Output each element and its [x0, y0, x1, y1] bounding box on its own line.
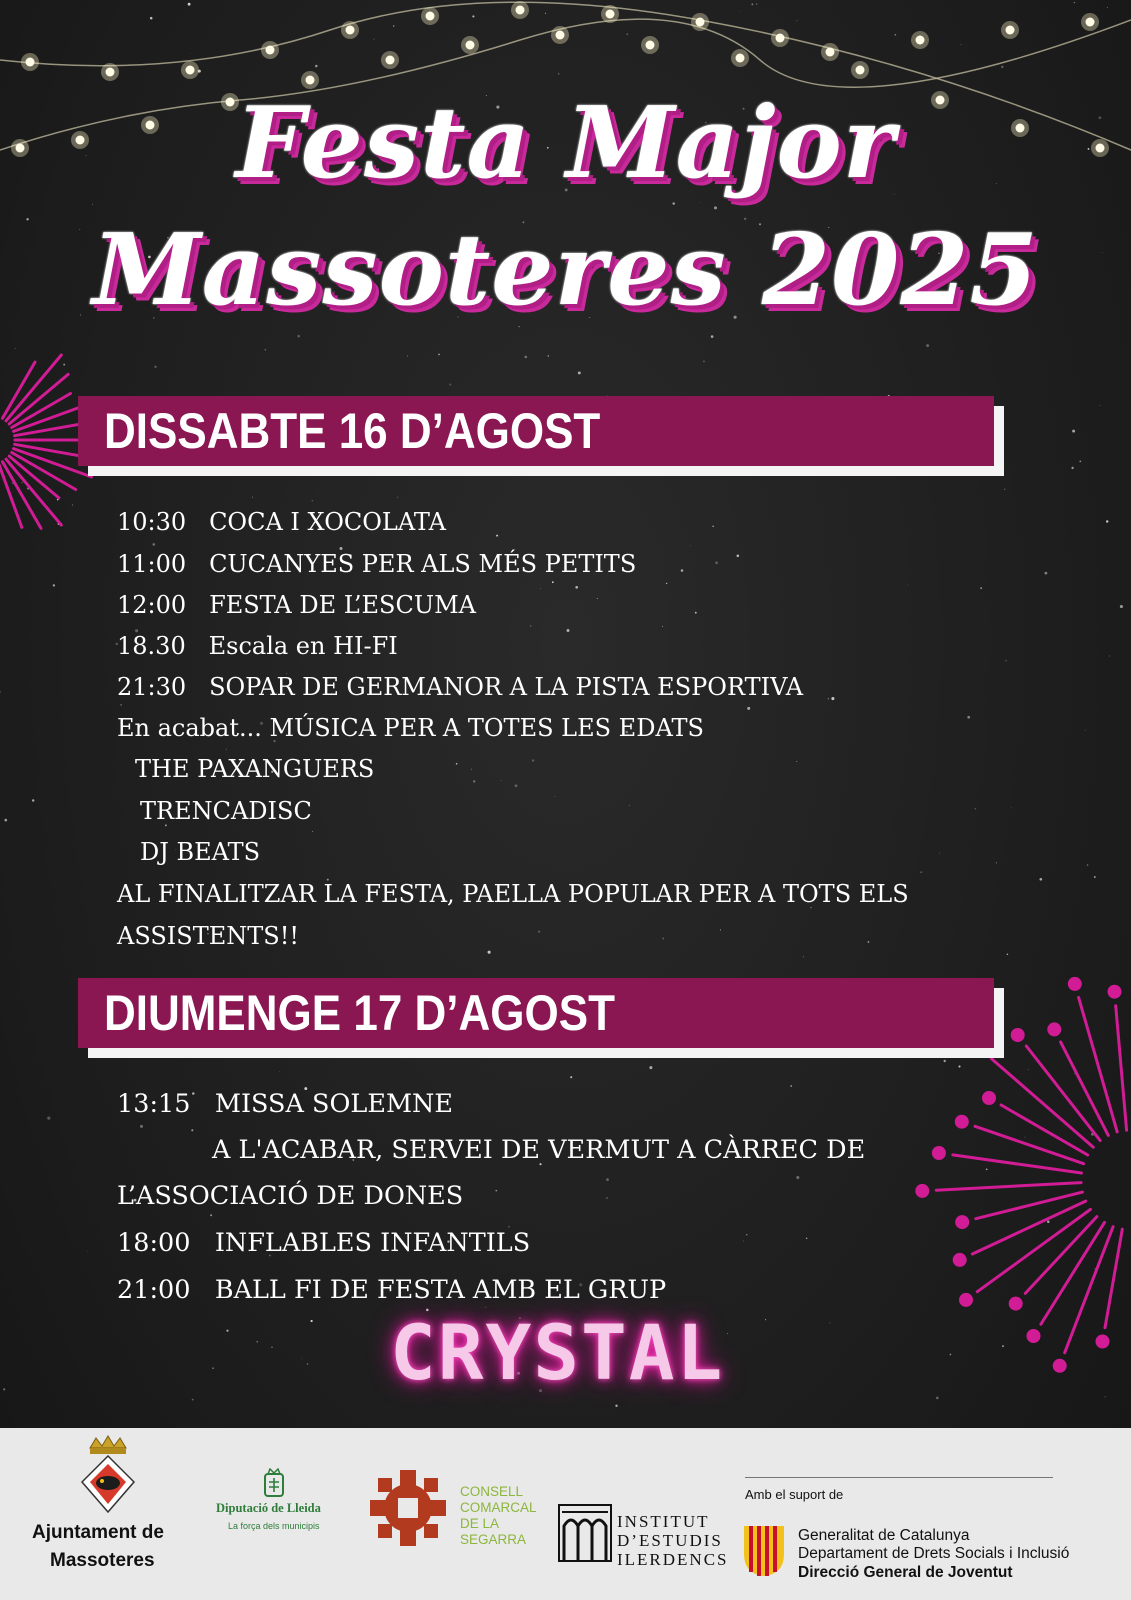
star — [867, 941, 869, 943]
schedule-time: 18:00 — [117, 1228, 191, 1258]
star — [92, 204, 93, 205]
star — [374, 39, 375, 40]
ajuntament-name-line2: Massoteres — [50, 1550, 155, 1571]
star — [532, 759, 534, 761]
schedule-event: Escala en HI-FI — [208, 632, 398, 660]
star — [333, 1418, 334, 1419]
star — [1087, 864, 1088, 865]
suport-label: Amb el suport de — [745, 1487, 844, 1502]
star — [1106, 520, 1108, 522]
star — [714, 206, 717, 209]
light-bulb — [106, 68, 115, 77]
star — [700, 202, 701, 203]
light-bulb — [1086, 18, 1095, 27]
diputacio-tagline: La força dels municipis — [228, 1521, 320, 1531]
star — [271, 1347, 272, 1348]
star — [796, 761, 797, 762]
star — [996, 862, 997, 863]
star — [252, 497, 253, 498]
schedule-row — [117, 1089, 453, 1119]
light-bulb — [426, 12, 435, 21]
generalitat-line1: Generalitat de Catalunya — [798, 1527, 970, 1544]
schedule-time: 12:00 — [117, 591, 187, 619]
consell-name — [460, 1484, 537, 1548]
star — [140, 1125, 143, 1128]
star — [63, 364, 65, 366]
star — [473, 780, 475, 782]
star — [796, 20, 797, 21]
day2-heading-band — [78, 978, 994, 1048]
ajuntament-name-line1: Ajuntament de — [32, 1522, 164, 1543]
consell-name-line: CONSELL — [460, 1484, 524, 1499]
star — [471, 769, 472, 770]
schedule-time: 21:30 — [117, 673, 187, 701]
firework-ray — [977, 1209, 1090, 1291]
star — [570, 1076, 572, 1078]
star — [649, 1066, 652, 1069]
schedule-row — [117, 508, 446, 536]
band-name: THE PAXANGUERS — [135, 755, 375, 783]
star — [720, 929, 721, 930]
star — [488, 951, 491, 954]
firework-dot — [1108, 985, 1122, 999]
star — [192, 1399, 194, 1401]
star — [210, 1214, 212, 1216]
star — [72, 504, 73, 505]
star — [756, 4, 757, 5]
star — [894, 34, 896, 36]
star — [1039, 878, 1042, 881]
star — [746, 1234, 747, 1235]
firework-dot — [932, 1146, 946, 1160]
light-bulb — [466, 41, 475, 50]
light-bulb — [736, 54, 745, 63]
generalitat-senyera-icon — [742, 1524, 786, 1578]
vermut-line2: L’ASSOCIACIÓ DE DONES — [117, 1181, 464, 1211]
schedule-time: 13:15 — [117, 1089, 191, 1119]
star — [1104, 1396, 1105, 1397]
star — [712, 526, 713, 527]
star — [567, 629, 570, 632]
schedule-row — [117, 1228, 530, 1258]
star — [975, 808, 976, 809]
star — [47, 1117, 50, 1120]
star — [1107, 7, 1108, 8]
star — [312, 831, 313, 832]
star — [1011, 807, 1012, 808]
star — [5, 819, 8, 822]
star — [1120, 605, 1123, 608]
schedule-event: CUCANYES PER ALS MÉS PETITS — [209, 550, 637, 578]
star — [53, 584, 55, 586]
star — [407, 355, 408, 356]
firework-dot — [955, 1215, 969, 1229]
star — [538, 931, 540, 933]
star — [1025, 1137, 1026, 1138]
light-bulb — [776, 34, 785, 43]
firework-dot — [1011, 1028, 1025, 1042]
star — [626, 33, 627, 34]
star — [456, 763, 458, 765]
star — [790, 1085, 792, 1087]
schedule-event: SOPAR DE GERMANOR A LA PISTA ESPORTIVA — [209, 673, 804, 701]
star — [1071, 467, 1073, 469]
star — [695, 612, 697, 614]
star — [796, 1176, 799, 1179]
generalitat-line3: Direcció General de Joventut — [798, 1564, 1013, 1581]
schedule-event: BALL FI DE FESTA AMB EL GRUP — [214, 1275, 667, 1305]
star — [1028, 1069, 1029, 1070]
star — [690, 545, 691, 546]
light-bulb — [556, 31, 565, 40]
light-bulb — [826, 48, 835, 57]
schedule-row — [117, 673, 803, 701]
light-bulb — [26, 58, 35, 67]
star — [740, 11, 741, 12]
paella-note-line1: AL FINALITZAR LA FESTA, PAELLA POPULAR PER A TOTS ELS — [117, 880, 909, 908]
iei-name-line: ILERDENCS — [617, 1550, 729, 1569]
star — [606, 1197, 607, 1198]
star — [936, 1397, 939, 1400]
star — [961, 44, 962, 45]
massoteres-coat-of-arms-icon — [78, 1434, 138, 1518]
star — [501, 780, 502, 781]
star — [515, 784, 518, 787]
star — [190, 53, 191, 54]
schedule-event: INFLABLES INFANTILS — [214, 1228, 531, 1258]
star — [547, 355, 549, 357]
music-intro: En acabat... MÚSICA PER A TOTES LES EDATS — [117, 714, 704, 742]
star — [15, 348, 16, 349]
firework-ray — [991, 1059, 1093, 1148]
star — [747, 707, 750, 710]
star — [3, 1388, 5, 1390]
star — [1085, 730, 1086, 731]
star — [681, 569, 684, 572]
star — [315, 65, 318, 68]
light-bulb — [306, 76, 315, 85]
star — [1001, 66, 1003, 68]
star — [226, 749, 227, 750]
light-bulb — [386, 56, 395, 65]
star — [597, 598, 598, 599]
star — [32, 799, 34, 801]
star — [986, 1169, 988, 1171]
star — [615, 1405, 617, 1407]
star — [578, 371, 581, 374]
day1-heading: DISSABTE 16 D’AGOST — [104, 403, 601, 459]
schedule-row — [117, 550, 636, 578]
light-bulb — [266, 46, 275, 55]
star — [312, 500, 313, 501]
star — [662, 938, 664, 940]
star — [1074, 2, 1075, 3]
star — [188, 3, 191, 6]
star — [967, 716, 970, 719]
paella-note-line2: ASSISTENTS!! — [117, 922, 299, 950]
star — [575, 586, 578, 589]
schedule-event: MISSA SOLEMNE — [214, 1089, 453, 1119]
firework-dot — [1068, 977, 1082, 991]
schedule-row — [117, 632, 398, 660]
star — [552, 581, 554, 583]
star — [307, 1363, 309, 1365]
star — [629, 805, 630, 806]
light-bulb — [856, 66, 865, 75]
schedule-time: 21:00 — [117, 1275, 191, 1305]
sponsors-footer — [0, 1428, 1131, 1600]
iei-name-line: INSTITUT — [617, 1512, 710, 1531]
star — [301, 1358, 302, 1359]
schedule-time: 10:30 — [117, 508, 187, 536]
firework-ray — [936, 1183, 1081, 1191]
star — [545, 13, 546, 14]
star — [830, 1323, 831, 1324]
star — [558, 73, 559, 74]
light-bulb — [646, 41, 655, 50]
schedule-row — [117, 1275, 666, 1305]
firework-ray — [976, 1192, 1083, 1219]
star — [743, 1241, 744, 1242]
star — [907, 585, 908, 586]
star — [673, 202, 675, 204]
light-bulb — [516, 6, 525, 15]
star — [297, 335, 300, 338]
star — [1045, 572, 1048, 575]
star — [1109, 656, 1110, 657]
star — [1002, 1345, 1004, 1347]
star — [472, 15, 474, 17]
star — [397, 497, 398, 498]
star — [666, 583, 667, 584]
star — [120, 704, 122, 706]
star — [737, 555, 740, 558]
consell-name-line: COMARCAL — [460, 1500, 537, 1515]
star — [1099, 405, 1100, 406]
star — [1007, 953, 1009, 955]
iei-name — [617, 1512, 729, 1569]
star — [496, 535, 498, 537]
star — [87, 1251, 88, 1252]
light-bulb — [916, 36, 925, 45]
star — [438, 354, 439, 355]
firework-dot — [915, 1184, 929, 1198]
consell-name-line: SEGARRA — [460, 1532, 527, 1547]
iei-arches-icon — [558, 1504, 612, 1562]
light-bulb — [186, 66, 195, 75]
star — [26, 218, 28, 220]
diputacio-name: Diputació de Lleida — [216, 1501, 321, 1515]
iei-name-line: D’ESTUDIS — [617, 1531, 723, 1550]
star — [662, 626, 663, 627]
suport-rule — [745, 1477, 1053, 1478]
firework-dot — [959, 1293, 973, 1307]
headliner-crystal: CRYSTAL — [390, 1308, 725, 1397]
star — [212, 1367, 213, 1368]
star — [950, 1354, 952, 1356]
firework-dot — [1047, 1022, 1061, 1036]
star — [958, 1065, 960, 1067]
firework-dot — [982, 1091, 996, 1105]
generalitat-line2: Departament de Drets Socials i Inclusió — [798, 1545, 1070, 1562]
star — [0, 691, 1, 693]
star — [1074, 1073, 1075, 1074]
schedule-row — [117, 591, 476, 619]
star — [150, 17, 153, 20]
star — [191, 1129, 193, 1131]
firework-dot — [1009, 1297, 1023, 1311]
star — [449, 384, 451, 386]
schedule-time: 18.30 — [117, 632, 186, 660]
star — [831, 697, 834, 700]
light-bulb — [606, 10, 615, 19]
star — [310, 1320, 312, 1322]
star — [154, 366, 156, 368]
star — [279, 1071, 280, 1072]
star — [530, 625, 532, 627]
schedule-time: 11:00 — [117, 550, 187, 578]
firework-ray — [1025, 1217, 1097, 1294]
consell-name-line: DE LA — [460, 1516, 500, 1531]
star — [540, 588, 541, 589]
firework-dot — [953, 1253, 967, 1267]
star — [393, 25, 394, 26]
star — [828, 698, 829, 699]
star — [715, 561, 718, 564]
star — [495, 1190, 497, 1192]
firework-ray — [1116, 1006, 1127, 1130]
star — [1004, 489, 1005, 490]
firework-dot — [1053, 1359, 1067, 1373]
schedule-event: FESTA DE L’ESCUMA — [209, 591, 476, 619]
band-name: TRENCADISC — [140, 797, 312, 825]
star — [920, 871, 922, 873]
star — [980, 587, 982, 589]
light-bulb — [696, 18, 705, 27]
star — [926, 344, 929, 347]
star — [711, 335, 714, 338]
star — [1005, 660, 1007, 662]
star — [1079, 461, 1081, 463]
star — [939, 853, 940, 854]
diputacio-emblem-icon — [262, 1468, 286, 1498]
star — [22, 482, 23, 483]
light-bulb — [1006, 26, 1015, 35]
star — [1072, 430, 1075, 433]
star — [226, 1330, 228, 1332]
star — [751, 3, 753, 5]
star — [265, 349, 267, 351]
day1-heading-band — [78, 396, 994, 466]
star — [803, 957, 804, 958]
star — [703, 361, 705, 363]
star — [806, 1238, 808, 1240]
star — [524, 356, 527, 359]
star — [1094, 876, 1096, 878]
star — [152, 543, 155, 546]
firework-dot — [955, 1115, 969, 1129]
firework-dot — [1027, 1329, 1041, 1343]
title-line-2: Massoteres 2025 — [92, 213, 1039, 328]
consell-comarcal-gear-icon — [368, 1468, 448, 1548]
star — [1047, 1221, 1050, 1224]
day2-heading: DIUMENGE 17 D’AGOST — [104, 985, 615, 1041]
star — [606, 1178, 609, 1181]
firework-dot — [1096, 1335, 1110, 1349]
star — [554, 796, 555, 797]
light-bulb — [346, 26, 355, 35]
star — [256, 1341, 258, 1343]
title-line-1: Festa Major — [235, 86, 896, 201]
schedule-event: COCA I XOCOLATA — [209, 508, 446, 536]
vermut-line1: A L'ACABAR, SERVEI DE VERMUT A CÀRREC DE — [212, 1135, 866, 1165]
band-name: DJ BEATS — [140, 838, 261, 866]
star — [944, 1060, 946, 1062]
